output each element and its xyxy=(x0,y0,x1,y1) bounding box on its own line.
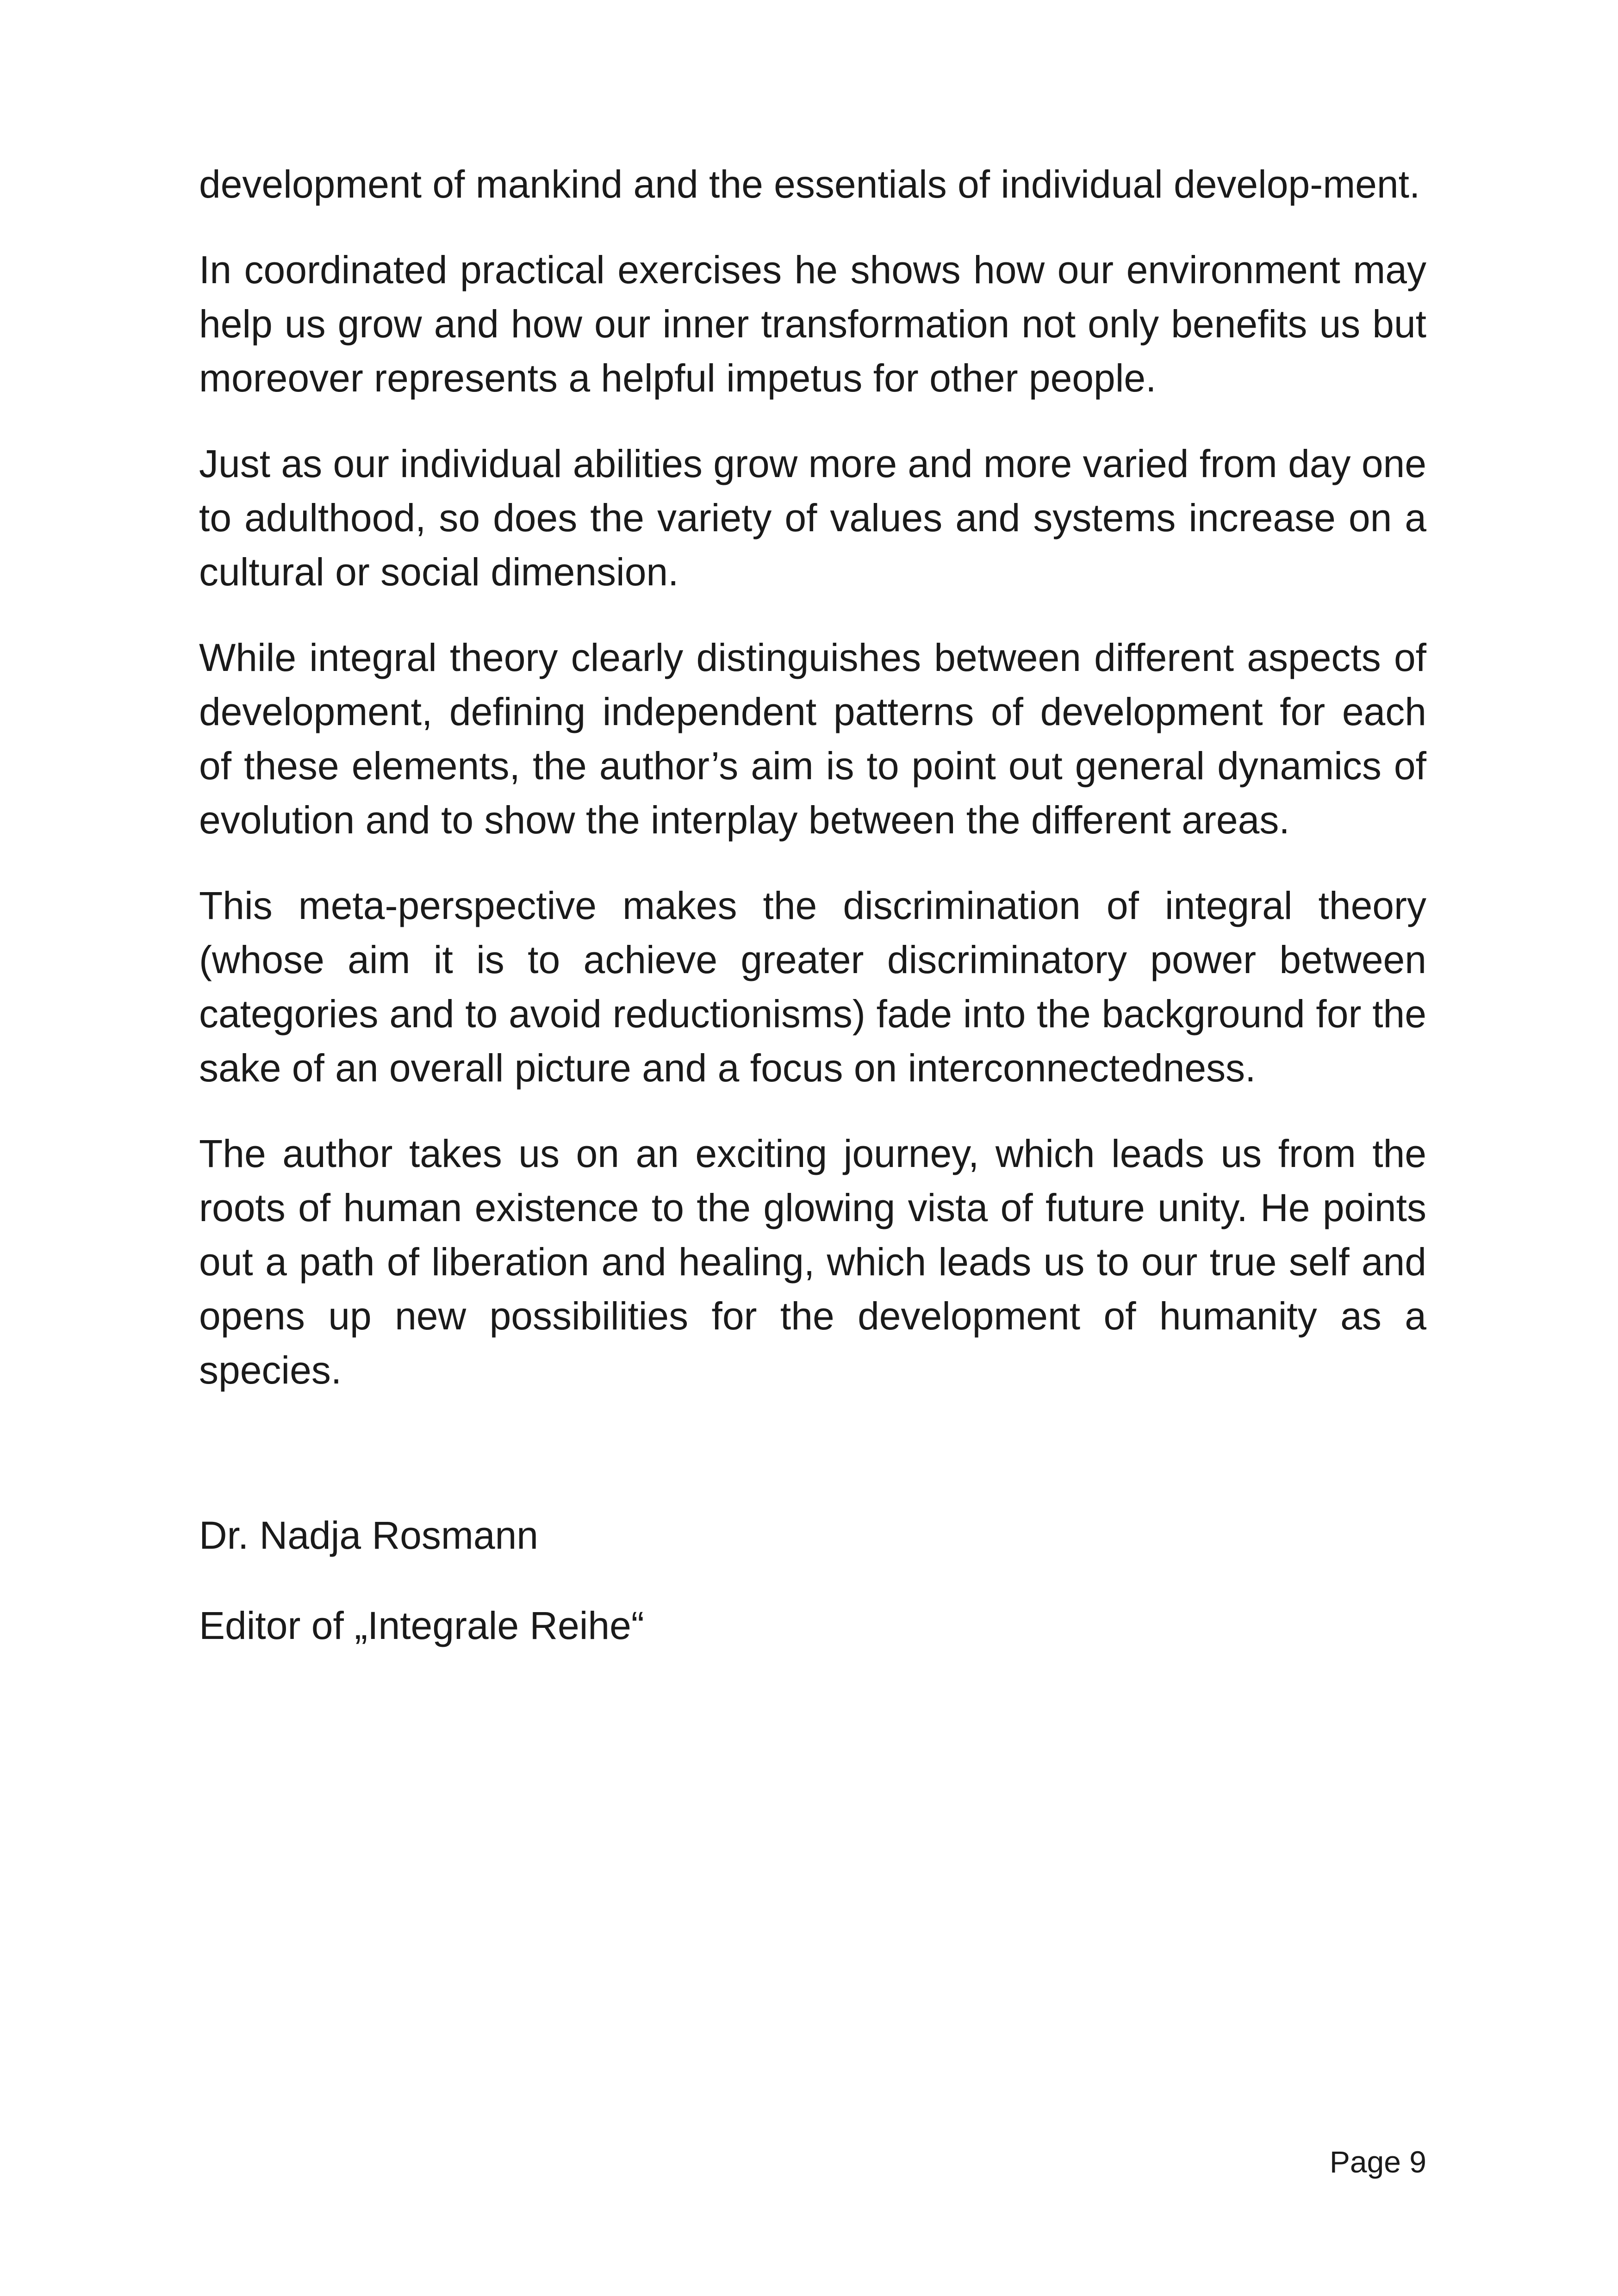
page-number: Page 9 xyxy=(1329,2145,1426,2179)
paragraph-3: Just as our individual abilities grow more and more varied from day one to adulthood, so does the variety of values and systems increase on a cultural or social dimension. xyxy=(199,442,1426,594)
paragraph-6: The author takes us on an exciting journey, which leads us from the roots of human existence to the glowing vista of future unity. He points out a path of liberation and healing, which leads us to our true self and opens up new possibilities for the development of humanity as a species. xyxy=(199,1132,1426,1392)
paragraph-4: While integral theory clearly distinguishes between different aspects of development, defining independent patterns of development for each of these elements, the author’s aim is to point out general dynamics of evolution and to show the interplay between the different areas. xyxy=(199,636,1426,842)
paragraph-2: In coordinated practical exercises he shows how our environment may help us grow and how our inner transformation not only benefits us but moreover represents a helpful impetus for other people. xyxy=(199,248,1426,400)
paragraph-5: This meta-perspective makes the discrimination of integral theory (whose aim it is to achieve greater discriminatory power between categories and to avoid reductionisms) fade into the background for the sake of an overall picture and a focus on interconnectedness. xyxy=(199,884,1426,1090)
page-content xyxy=(199,157,1426,1689)
signature-name: Dr. Nadja Rosmann xyxy=(199,1514,538,1557)
signature-role: Editor of „Integrale Reihe“ xyxy=(199,1604,644,1647)
paragraph-1: development of mankind and the essentials of individual develop-ment. xyxy=(199,162,1420,206)
signature-block xyxy=(199,1508,1426,1653)
